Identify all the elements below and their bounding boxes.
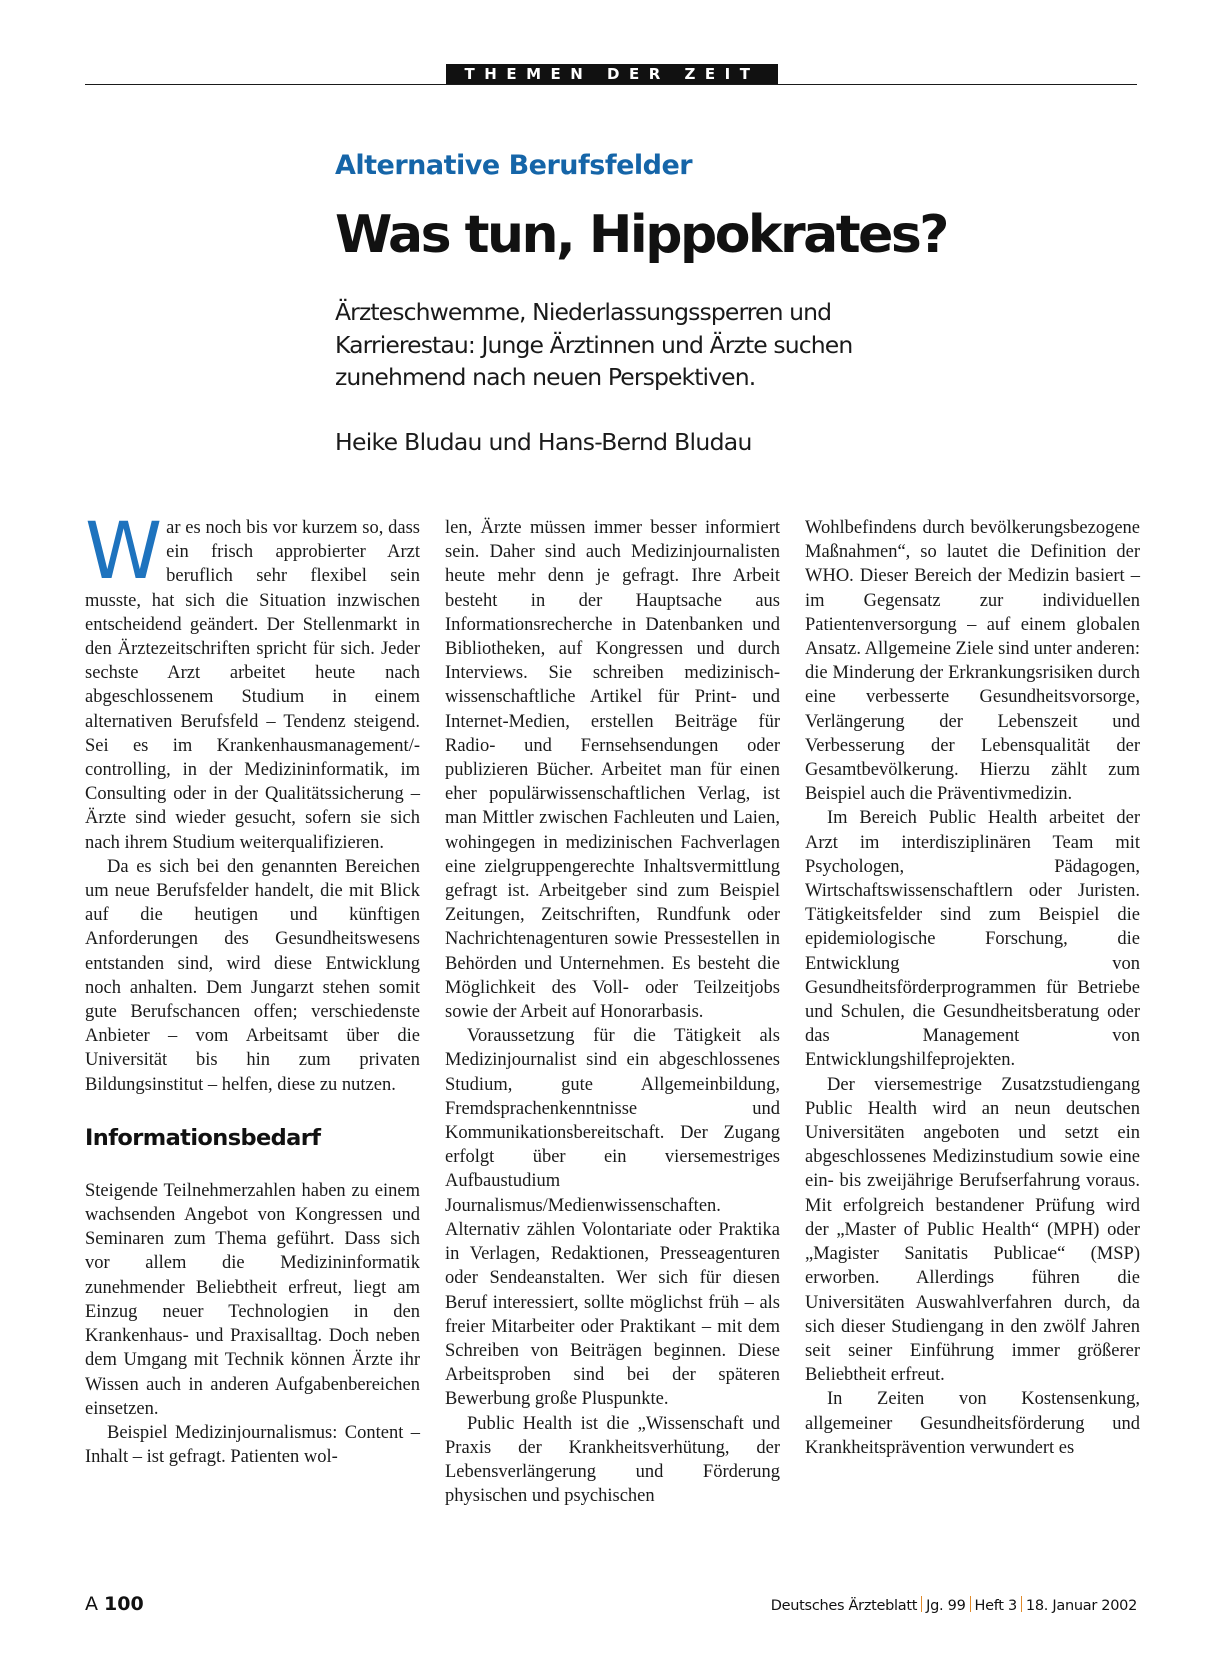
article-kicker: Alternative Berufsfelder bbox=[335, 150, 693, 181]
page-prefix: A bbox=[85, 1593, 105, 1615]
subtitle-line: Karrierestau: Junge Ärztinnen und Ärzte suchen bbox=[335, 330, 853, 359]
section-label: THEMEN DER ZEIT bbox=[446, 64, 778, 84]
footer-separator bbox=[921, 1596, 922, 1612]
paragraph: In Zeiten von Kostensenkung, allgemeiner Gesundheitsförderung und Krankheitsprävention verwundert es bbox=[805, 1389, 1140, 1458]
text-column-3 bbox=[805, 516, 1140, 1460]
page-number bbox=[85, 1593, 144, 1615]
paragraph-text: ar es noch bis vor kurzem so, dass ein frisch approbierter Arzt beruflich sehr flexibel sein musste, hat sich die Situation inzwischen entscheidend geändert. Der Stellenmarkt in den Ärztezeitschriften spricht für sich. Jeder sechste Arzt arbeitet heute nach abgeschlossenem Studium in einem alternativen Berufsfeld – Tendenz steigend. Sei es im Krankenhausmanagement/-controlling, in der Medizininformatik, im Consulting oder in der Qualitätssicherung – Ärzte sind wieder gesucht, sofern sie sich nach ihrem Studium weiterqualifizieren. bbox=[85, 518, 420, 853]
subtitle-line: Ärzteschwemme, Niederlassungssperren und bbox=[335, 298, 832, 326]
text-column-2 bbox=[445, 516, 780, 1508]
footer-separator bbox=[1021, 1596, 1022, 1612]
paragraph bbox=[85, 507, 420, 855]
text-column-1 bbox=[85, 507, 420, 1469]
journal-name: Deutsches Ärzteblatt bbox=[770, 1598, 918, 1614]
subtitle-line: zunehmend nach neuen Perspektiven. bbox=[335, 363, 756, 391]
paragraph: Steigende Teilnehmerzahlen haben zu einem wachsenden Angebot von Kongressen und Seminaren zum Thema geführt. Dass sich vor allem die Medizininformatik zunehmender Beliebtheit erfreut, liegt am Einzug neuer Technologien in den Krankenhaus- und Praxisalltag. Doch neben dem Umgang mit Technik können Ärzte ihr Wissen auch in anderen Aufgabenbereichen einsetzen. bbox=[85, 1180, 420, 1419]
paragraph: Wohlbefindens durch bevölkerungsbezogene Maßnahmen“, so lautet die Definition der WHO. Dieser Bereich der Medizin basiert – im Gegensatz zur individuellen Patientenversorgung – auf einem globalen Ansatz. Allgemeine Ziele sind unter anderen: die Minderung der Erkrankungsrisiken durch eine verbesserte Gesundheitsvorsorge, Verlängerung der Lebenszeit und Verbesserung der Lebensqualität der Gesamtbevölkerung. Hierzu zählt zum Beispiel auch die Präventivmedizin. bbox=[805, 518, 1140, 805]
paragraph: Der viersemestrige Zusatzstudiengang Public Health wird an neun deutschen Universitäten angeboten und setzt ein abgeschlossenes Medizinstudium sowie eine ein- bis zweijährige Berufserfahrung voraus. Mit erfolgreich bestandener Prüfung wird der „Master of Public Health“ (MPH) oder „Magister Sanitatis Publicae“ (MSP) erworben. Allerdings führen die Universitäten Auswahlverfahren durch, da sich dieser Studiengang in den zwölf Jahren seit seiner Einführung immer größerer Beliebtheit erfreut. bbox=[805, 1074, 1140, 1386]
journal-date: 18. Januar 2002 bbox=[1025, 1598, 1137, 1614]
paragraph: Im Bereich Public Health arbeitet der Arzt im interdisziplinären Team mit Psychologen, Pädagogen, Wirtschaftswissenschaftlern oder Juristen. Tätigkeitsfelder sind zum Beispiel die epidemiologische Forschung, die Entwicklung von Gesundheitsförderprogrammen für Betriebe und Schulen, die Gesundheitsberatung oder das Management von Entwicklungshilfeprojekten. bbox=[805, 808, 1140, 1071]
header-rule bbox=[85, 84, 1137, 85]
paragraph: Beispiel Medizinjournalismus: Content – Inhalt – ist gefragt. Patienten wol- bbox=[85, 1422, 420, 1468]
section-subheading: Informationsbedarf bbox=[85, 1124, 321, 1151]
article-authors: Heike Bludau und Hans-Bernd Bludau bbox=[335, 428, 752, 456]
drop-cap: W bbox=[85, 507, 161, 597]
paragraph: Voraussetzung für die Tätigkeit als Medizinjournalist sind ein abgeschlossenes Studium, gute Allgemeinbildung, Fremdsprachenkenntnisse und Kommunikationsbereitschaft. Der Zugang erfolgt über ein viersemestriges Aufbaustudium Journalismus/Medienwissenschaften. Alternativ zählen Volontariate oder Praktika in Verlagen, Redaktionen, Presseagenturen oder Sendeanstalten. Wer sich für diesen Beruf interessiert, sollte möglichst früh – als freier Mitarbeiter oder Praktikant – mit dem Schreiben von Beiträgen beginnen. Diese Arbeitsproben sind bei der späteren Bewerbung große Pluspunkte. bbox=[445, 1026, 780, 1410]
footer-citation bbox=[771, 1596, 1137, 1614]
footer-separator bbox=[970, 1596, 971, 1612]
paragraph: len, Ärzte müssen immer besser informiert sein. Daher sind auch Medizinjournalisten heute mehr denn je gefragt. Ihre Arbeit besteht in der Hauptsache aus Informationsrecherche in Datenbanken und Bibliotheken, auf Kongressen und durch Interviews. Sie schreiben medizinisch-wissenschaftliche Artikel für Print- und Internet-Medien, erstellen Beiträge für Radio- und Fernsehsendungen oder publizieren Bücher. Arbeitet man für einen eher populärwissenschaftlichen Verlag, ist man Mittler zwischen Fachleuten und Laien, wohingegen in medizinischen Fachverlagen eine zielgruppengerechte Inhaltsvermittlung gefragt ist. Arbeitgeber sind zum Beispiel Zeitungen, Zeitschriften, Rundfunk oder Nachrichtenagenturen sowie Pressestellen in Behörden und Unternehmen. Es besteht die Möglichkeit des Voll- oder Teilzeitjobs sowie der Arbeit auf Honorarbasis. bbox=[445, 518, 780, 1023]
paragraph: Public Health ist die „Wissenschaft und Praxis der Krankheitsverhütung, der Lebensverlängerung und Förderung physischen und psychischen bbox=[445, 1413, 780, 1507]
paragraph: Da es sich bei den genannten Bereichen um neue Berufsfelder handelt, die mit Blick auf die heutigen und künftigen Anforderungen des Gesundheitswesens entstanden sind, wird diese Entwicklung noch anhalten. Dem Jungarzt stehen somit gute Berufschancen offen; verschiedenste Anbieter – vom Arbeitsamt über die Universität bis hin zum privaten Bildungsinstitut – helfen, diese zu nutzen. bbox=[85, 856, 420, 1095]
page-number-value: 100 bbox=[104, 1593, 144, 1615]
journal-issue: Heft 3 bbox=[974, 1598, 1017, 1614]
article-title: Was tun, Hippokrates? bbox=[335, 205, 947, 265]
article-subtitle bbox=[335, 296, 895, 394]
journal-volume: Jg. 99 bbox=[926, 1598, 966, 1614]
